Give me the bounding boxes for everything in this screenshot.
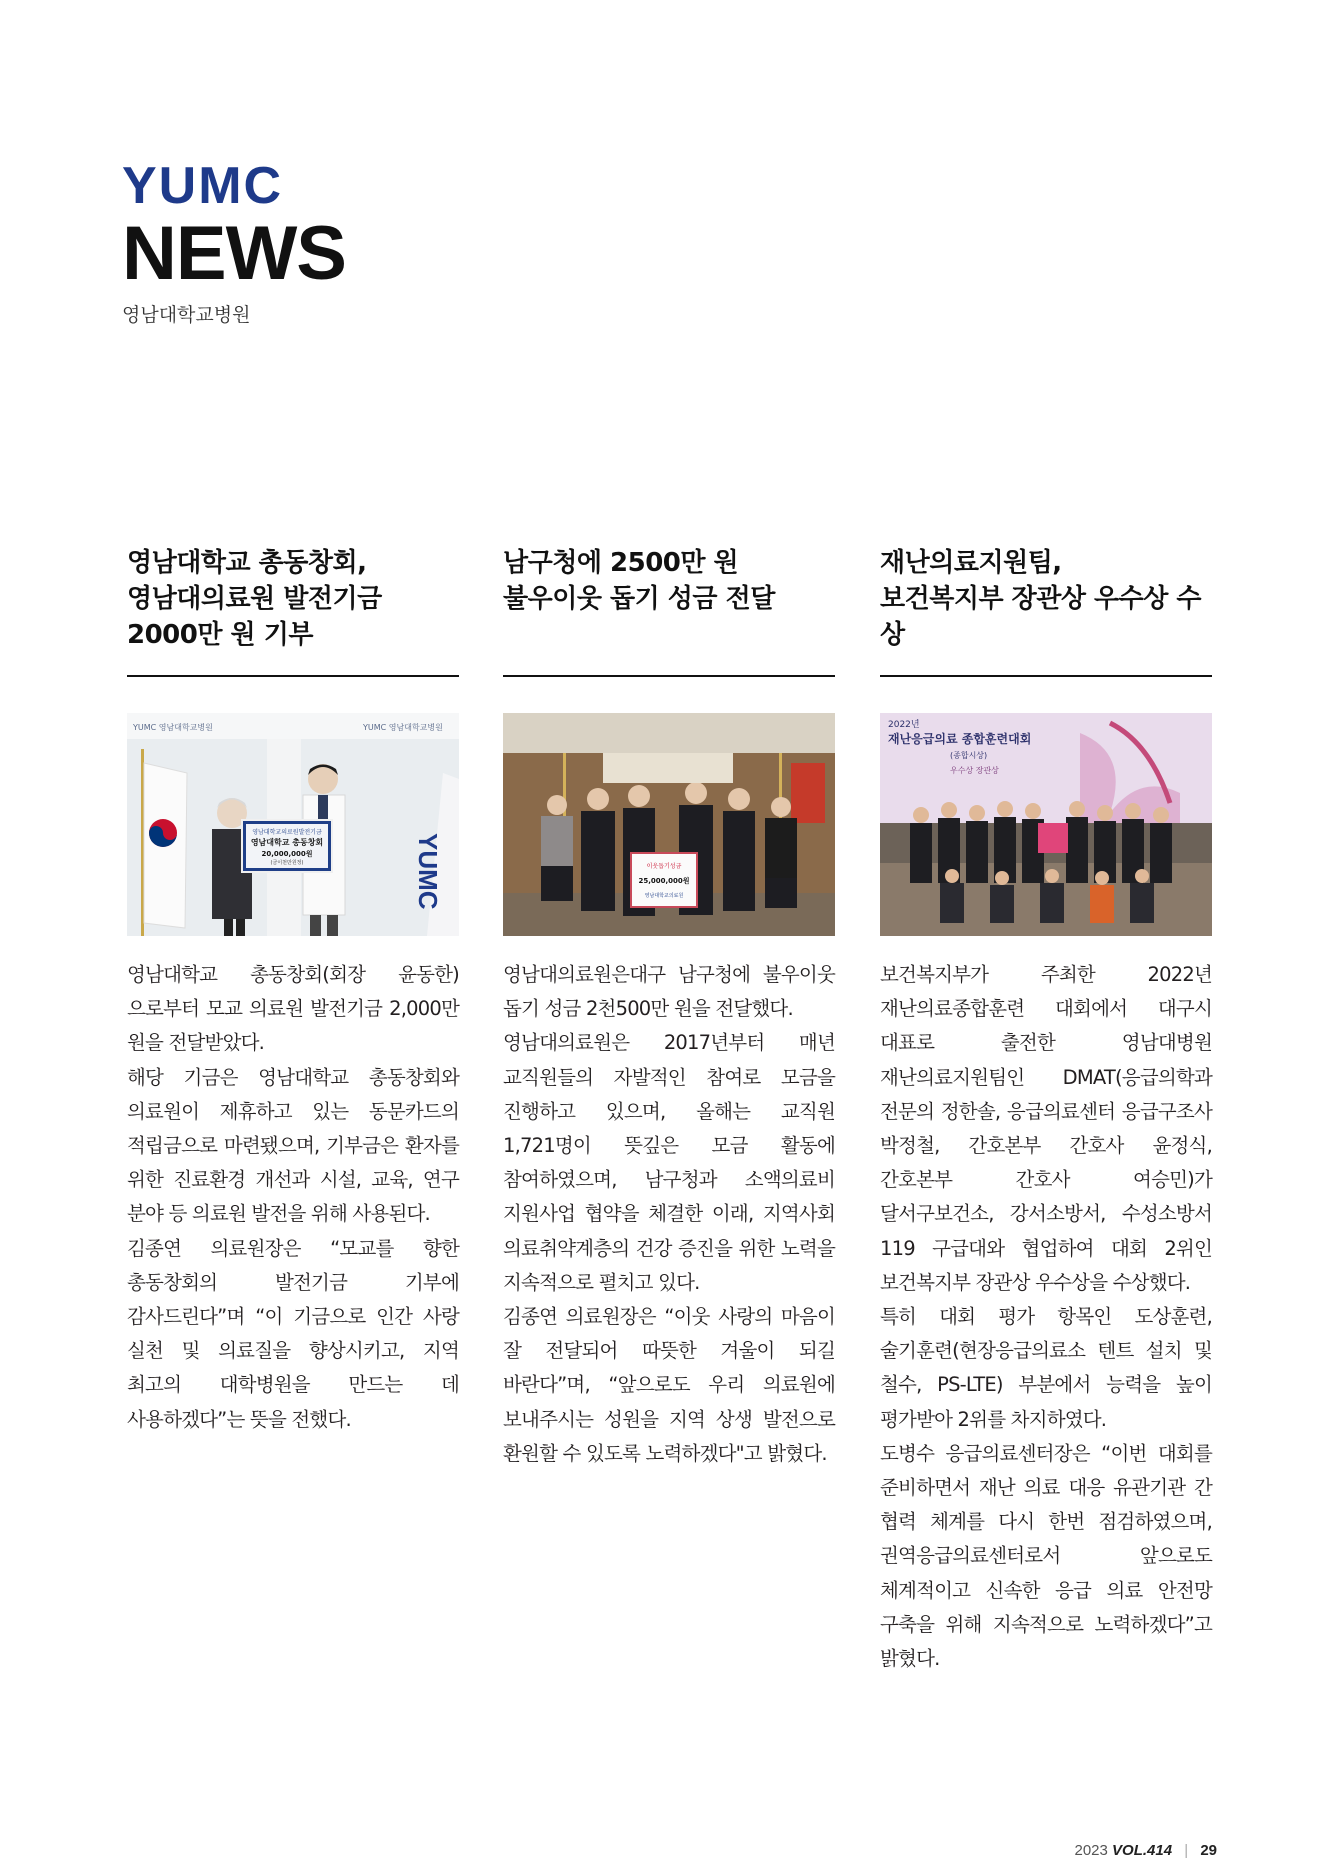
board-line-2: 영남대학교 총동창회: [250, 838, 324, 847]
article-3-headline: [880, 545, 1212, 675]
article-3-title-line: 보건복지부 장관상 우수상 수상: [880, 584, 1202, 650]
article-2-body: [503, 958, 835, 1471]
screen-line-3: (종합시상): [950, 751, 988, 760]
article-2-headline: [503, 545, 835, 675]
article-3-paragraph: 특히 대회 평가 항목인 도상훈련, 술기훈련(현장응급의료소 텐트 설치 및 철수, PS-LTE) 부분에서 능력을 높이 평가받아 2위를 차지하였다.: [880, 1305, 1212, 1431]
article-1-title-line: 영남대학교 총동창회,: [127, 548, 367, 578]
article-1-headline: [127, 545, 459, 675]
footer-volume: VOL.414: [1112, 1842, 1173, 1859]
photo-banner-left: YUMC 영남대학교병원: [133, 723, 213, 732]
footer-year: 2023: [1074, 1842, 1108, 1859]
article-2-title-line: 남구청에 2500만 원: [503, 548, 739, 578]
board2-line-2: 25,000,000원: [638, 877, 690, 885]
screen-line-1: 2022년: [888, 720, 920, 730]
article-3-photo: [880, 713, 1212, 936]
donation-group-photo: [503, 713, 835, 936]
article-3-divider: [880, 675, 1212, 677]
board-line-4: (금이천만원정): [270, 860, 304, 866]
article-2-title-line: 불우이웃 돕기 성금 전달: [503, 584, 775, 614]
article-1-photo: [127, 713, 459, 936]
article-2-paragraph: 영남대의료원은대구 남구청에 불우이웃 돕기 성금 2천500만 원을 전달했다.: [503, 963, 835, 1021]
donation-ceremony-photo: [127, 713, 459, 936]
board-line-3: 20,000,000원: [261, 850, 313, 858]
yumc-logo-mark: YUMC: [122, 157, 284, 215]
article-1-body: [127, 958, 459, 1437]
article-3-body: [880, 958, 1212, 1676]
photo-banner-right: YUMC 영남대학교병원: [363, 723, 443, 732]
news-wordmark: NEWS: [122, 211, 346, 296]
article-column-3: [880, 545, 1212, 1676]
screen-line-2: 재난응급의료 종합훈련대회: [888, 732, 1032, 746]
board2-line-3: 영남대학교의료원: [644, 893, 684, 899]
board2-line-1: 이웃돕기성금: [646, 863, 682, 870]
article-1-paragraph: 김종연 의료원장은 “모교를 향한 총동창회의 발전기금 기부에 감사드린다”며 “이 기금으로 인간 사랑 실천 및 의료질을 향상시키고, 지역 최고의 대학병원을 만드는 데 사용하겠다”는 뜻을 전했다.: [127, 1236, 459, 1431]
article-3-title-line: 재난의료지원팀,: [880, 548, 1062, 578]
article-2-divider: [503, 675, 835, 677]
article-1-paragraph: 영남대학교 총동창회(회장 윤동한)으로부터 모교 의료원 발전기금 2,000만 원을 전달받았다.: [127, 963, 459, 1055]
footer-separator: |: [1184, 1842, 1189, 1859]
article-1-divider: [127, 675, 459, 677]
article-1-paragraph: 해당 기금은 영남대학교 총동창회와 의료원이 제휴하고 있는 동문카드의 적립금으로 마련됐으며, 기부금은 환자를 위한 진료환경 개선과 시설, 교육, 연구 분야 등 의료원 발전을 위해 사용된다.: [127, 1065, 459, 1226]
page-footer: [1074, 1842, 1217, 1859]
article-2-photo: [503, 713, 835, 936]
magazine-logo: [122, 157, 346, 327]
board-line-1: 영남대학교의료원발전기금: [252, 829, 322, 836]
article-2-paragraph: 김종연 의료원장은 “이웃 사랑의 마음이 잘 전달되어 따뜻한 겨울이 되길 바란다”며, “앞으로도 우리 의료원에 보내주시는 성원을 지역 상생 발전으로 환원할 수 있도록 노력하겠다"고 밝혔다.: [503, 1305, 835, 1465]
award-team-photo: [880, 713, 1212, 936]
article-1-title-line: 2000만 원 기부: [127, 620, 313, 650]
article-3-paragraph: 도병수 응급의료센터장은 “이번 대회를 준비하면서 재난 의료 대응 유관기관 간 협력 체계를 다시 한번 점검하였으며, 권역응급의료센터로서 앞으로도 체계적이고 신속한 응급 의료 안전망 구축을 위해 지속적으로 노력하겠다”고 밝혔다.: [880, 1441, 1212, 1671]
flag-logo-text: YUMC: [413, 833, 443, 910]
article-1-title-line: 영남대의료원 발전기금: [127, 584, 382, 614]
article-column-1: [127, 545, 459, 1437]
article-column-2: [503, 545, 835, 1471]
screen-line-4: 우수상 장관상: [950, 766, 999, 775]
article-3-paragraph: 보건복지부가 주최한 2022년 재난의료종합훈련 대회에서 대구시 대표로 출전한 영남대병원 재난의료지원팀인 DMAT(응급의학과 전문의 정한솔, 응급의료센터 응급구조사 박정철, 간호본부 간호사 윤정식, 간호본부 간호사 여승민)가 달서구보건소, 강서소방서, 수성소방서 119 구급대와 협업하여 대회 2위인 보건복지부 장관상 우수상을 수상했다.: [880, 963, 1212, 1294]
hospital-subtitle: 영남대학교병원: [122, 304, 251, 326]
page-number: 29: [1200, 1842, 1217, 1859]
article-2-paragraph: 영남대의료원은 2017년부터 매년 교직원들의 자발적인 참여로 모금을 진행하고 있으며, 올해는 교직원 1,721명이 뜻깊은 모금 활동에 참여하였으며, 남구청과 소액의료비 지원사업 협약을 체결한 이래, 지역사회 의료취약계층의 건강 증진을 위한 노력을 지속적으로 펼치고 있다.: [503, 1031, 835, 1294]
